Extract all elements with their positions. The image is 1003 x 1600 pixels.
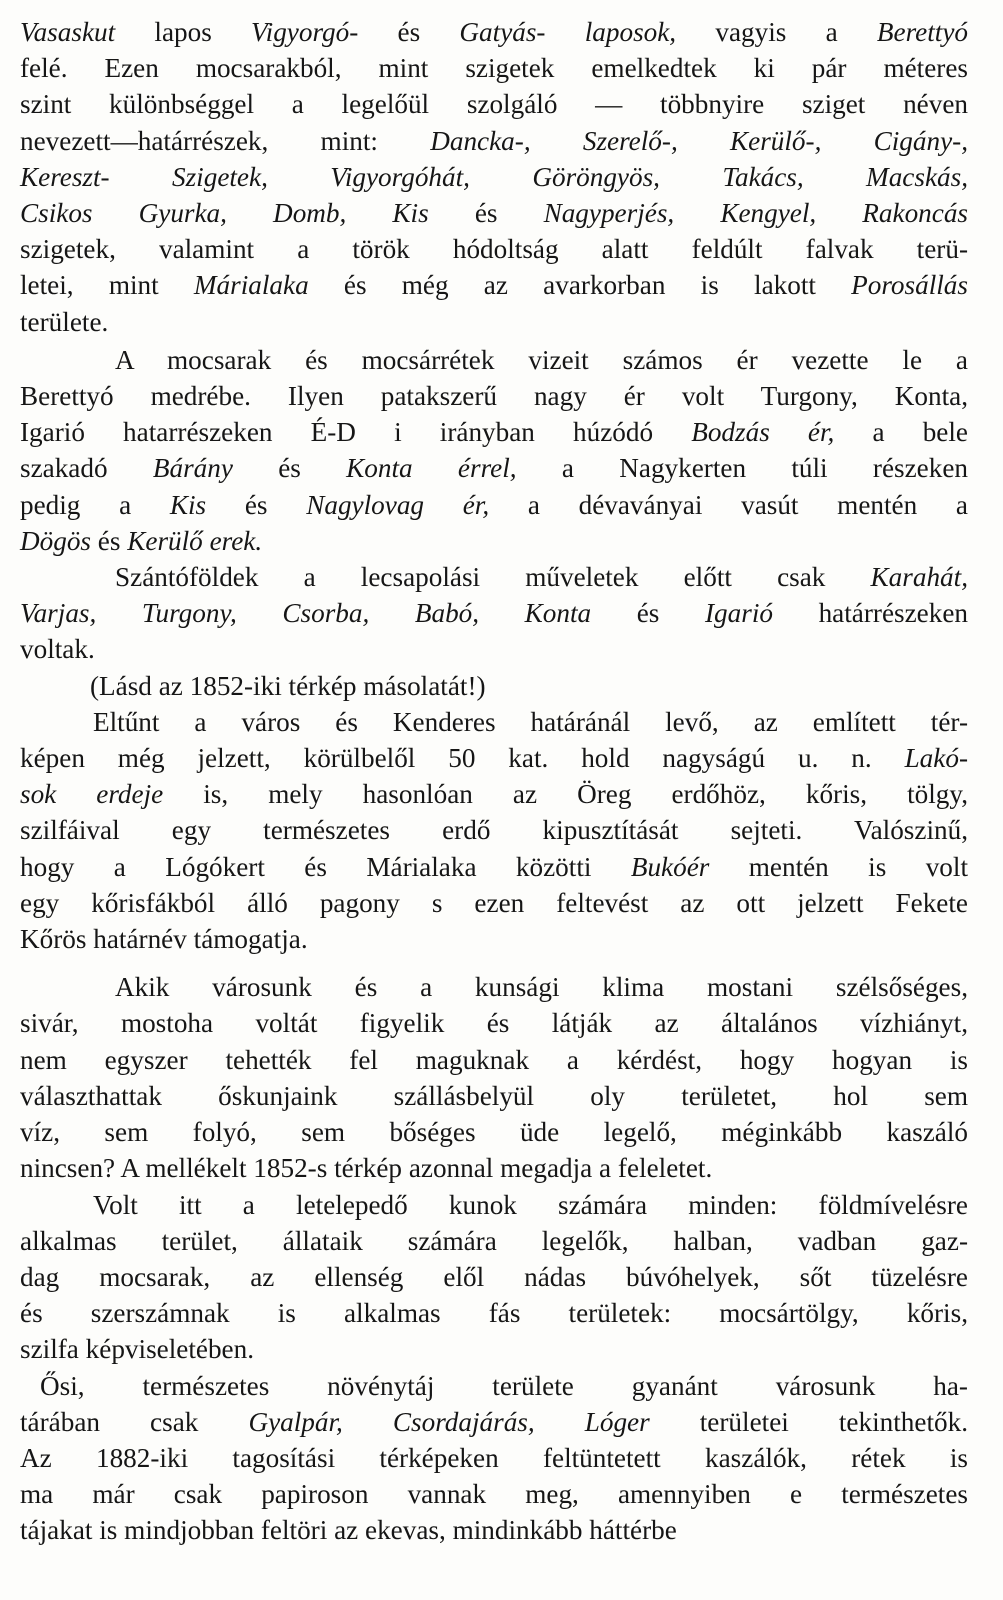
italic-term: Karahát,	[870, 562, 968, 593]
text-run: és	[358, 17, 460, 47]
text-line	[20, 231, 968, 267]
italic-term: Berettyó	[876, 17, 968, 47]
text-run: Eltűnt a város és Kenderes határánál levő, az említett tér-	[93, 706, 968, 737]
text-run: vagyis a	[676, 17, 877, 47]
text-run: Az 1882-iki tagosítási térképeken feltüntetett kaszálók, rétek is	[20, 1442, 968, 1473]
text-run: (Lásd az 1852-iki térkép másolatát!)	[90, 670, 486, 701]
text-run: Kőrös határnév támogatja.	[20, 924, 308, 955]
text-run: nem egyszer tehették fel maguknak a kérdést, hogy hogyan is	[20, 1044, 968, 1075]
paragraph-6	[20, 969, 968, 1186]
text-line	[20, 1512, 968, 1548]
text-line	[20, 595, 968, 631]
text-line	[20, 921, 968, 957]
text-line	[20, 14, 968, 50]
text-run: a Nagykerten túli részeken	[516, 453, 968, 484]
text-run: területe.	[20, 306, 109, 337]
text-run: a dévaványai vasút mentén a	[489, 489, 968, 520]
text-line	[20, 1440, 968, 1476]
text-line	[20, 1187, 968, 1223]
text-run: és szerszámnak is alkalmas fás területek: mocsártölgy, kőris,	[20, 1298, 968, 1329]
text-run: szilfa képviseletében.	[20, 1334, 255, 1365]
text-line	[20, 50, 968, 86]
italic-term: Kereszt- Szigetek, Vigyorgóhát, Göröngyös, Takács, Macskás,	[20, 161, 968, 192]
text-run: Berettyó medrébe. Ilyen patakszerű nagy ér volt Turgony, Konta,	[20, 381, 968, 412]
text-run: Szántóföldek a lecsapolási műveletek előtt csak	[115, 562, 871, 593]
text-run: képen még jelzett, körülbelől 50 kat. hold nagyságú u. n.	[20, 743, 905, 774]
paragraph-7	[20, 1187, 968, 1368]
text-line	[20, 1078, 968, 1114]
italic-term: Porosállás	[851, 270, 968, 301]
text-line	[20, 195, 968, 231]
text-line	[20, 123, 968, 159]
text-run: pedig a	[20, 489, 170, 520]
paragraph-5	[20, 704, 968, 957]
text-run: voltak.	[20, 634, 95, 665]
text-run: és	[591, 598, 705, 629]
italic-term: Csikos Gyurka, Domb, Kis	[20, 198, 429, 229]
italic-term: Gyalpár, Csordajárás, Lóger	[248, 1406, 650, 1437]
text-line	[20, 1404, 968, 1440]
text-line	[20, 1114, 968, 1150]
text-run: és még az avarkorban is lakott	[308, 270, 852, 301]
text-line	[20, 812, 968, 848]
text-run: sivár, mostoha voltát figyelik és látják az általános vízhiányt,	[20, 1008, 968, 1039]
italic-term: Vasaskut	[20, 17, 116, 47]
text-line	[20, 523, 968, 559]
text-run: letei, mint	[20, 270, 194, 301]
text-run: A mocsarak és mocsárrétek vizeit számos ér vezette le a	[115, 344, 968, 375]
text-run: is, mely hasonlóan az Öreg erdőhöz, kőris, tölgy,	[163, 779, 968, 810]
text-line	[20, 1331, 968, 1367]
text-run: szint különbséggel a legelőül szolgáló — többnyire sziget néven	[20, 89, 968, 120]
text-run: felé. Ezen mocsarakból, mint szigetek emelkedtek ki pár méteres	[20, 53, 968, 84]
text-run: Volt itt a letelepedő kunok számára minden: földmívelésre	[93, 1189, 968, 1220]
text-run: nevezett—határrészek, mint:	[20, 125, 431, 156]
text-run: határrészeken	[772, 598, 968, 629]
text-line	[20, 1295, 968, 1331]
text-line	[20, 414, 968, 450]
text-run: egy kőrisfákból álló pagony s ezen feltevést az ott jelzett Fekete	[20, 887, 968, 918]
text-run: lapos	[115, 17, 252, 47]
text-run: víz, sem folyó, sem bőséges üde legelő, méginkább kaszáló	[20, 1117, 968, 1148]
body-text	[20, 14, 968, 1549]
text-run: Akik városunk és a kunsági klima mostani szélsőséges,	[115, 972, 968, 1003]
paragraph-8	[20, 1368, 968, 1549]
text-run: és	[91, 525, 128, 556]
italic-term: Bárány	[152, 453, 233, 484]
text-line	[20, 704, 968, 740]
text-line	[20, 885, 968, 921]
text-line	[20, 86, 968, 122]
text-line	[20, 740, 968, 776]
italic-term: Nagyperjés, Kengyel, Rakoncás	[543, 198, 968, 229]
italic-term: sok erdeje	[20, 779, 164, 810]
text-line	[20, 776, 968, 812]
italic-term: Gatyás- laposok,	[459, 17, 677, 47]
text-line	[20, 1476, 968, 1512]
text-run: szigetek, valamint a török hódoltság alatt feldúlt falvak terü-	[20, 234, 968, 265]
text-line	[20, 631, 968, 667]
paragraph-4	[20, 668, 968, 704]
text-line	[20, 668, 968, 704]
italic-term: Márialaka	[193, 270, 309, 301]
text-line	[20, 1368, 968, 1404]
text-run: Ősi, természetes növénytáj területe gyanánt városunk ha-	[40, 1370, 968, 1401]
text-line	[20, 1223, 968, 1259]
text-line	[20, 559, 968, 595]
text-run: szakadó	[20, 453, 153, 484]
italic-term: Dancka-, Szerelő-, Kerülő-, Cigány-,	[430, 125, 968, 156]
text-line	[20, 1005, 968, 1041]
text-run: dag mocsarak, az ellenség elől nádas búvóhelyek, sőt tüzelésre	[20, 1261, 968, 1292]
text-line	[20, 1150, 968, 1186]
text-run: a bele	[834, 417, 968, 448]
text-line	[20, 304, 968, 340]
italic-term: Kis	[169, 489, 207, 520]
italic-term: Nagylovag ér,	[306, 489, 490, 520]
text-line	[20, 1259, 968, 1295]
italic-term: Kerülő erek.	[127, 525, 263, 556]
text-run: és	[206, 489, 307, 520]
italic-term: Bodzás ér,	[691, 417, 835, 448]
paragraph-3	[20, 559, 968, 668]
text-run: szilfáival egy természetes erdő kipusztítását sejteti. Valószinű,	[20, 815, 968, 846]
text-line	[20, 378, 968, 414]
text-run: alkalmas terület, állataik számára legelők, halban, vadban gaz-	[20, 1225, 968, 1256]
italic-term: Konta érrel,	[346, 453, 517, 484]
text-run: és	[232, 453, 347, 484]
text-line	[20, 1042, 968, 1078]
text-run: és	[428, 198, 544, 229]
text-run: területei tekinthetők.	[649, 1406, 968, 1437]
text-line	[20, 849, 968, 885]
italic-term: Igarió	[705, 598, 773, 629]
italic-term: Bukóér	[630, 851, 710, 882]
italic-term: Dögös	[20, 525, 91, 556]
text-run: választhattak őskunjaink szállásbelyül oly területet, hol sem	[20, 1080, 968, 1111]
text-run: hogy a Lógókert és Márialaka közötti	[20, 851, 631, 882]
text-run: Igarió hatarrészeken É-D i irányban húzódó	[20, 417, 692, 448]
text-line	[20, 450, 968, 486]
text-run: nincsen? A mellékelt 1852-s térkép azonnal megadja a feleletet.	[20, 1153, 713, 1184]
italic-term: Lakó-	[904, 743, 968, 774]
text-run: mentén is volt	[709, 851, 969, 882]
text-line	[20, 969, 968, 1005]
text-line	[20, 267, 968, 303]
text-line	[20, 342, 968, 378]
paragraph-2	[20, 342, 968, 559]
text-line	[20, 159, 968, 195]
paragraph-1	[20, 14, 968, 340]
italic-term: Vigyorgó-	[251, 17, 359, 47]
italic-term: Varjas, Turgony, Csorba, Babó, Konta	[20, 598, 592, 629]
text-run: tárában csak	[20, 1406, 249, 1437]
text-line	[20, 487, 968, 523]
text-run: tájakat is mindjobban feltöri az ekevas, mindinkább háttérbe	[20, 1515, 677, 1546]
text-run: ma már csak papiroson vannak meg, amennyiben e természetes	[20, 1479, 968, 1510]
